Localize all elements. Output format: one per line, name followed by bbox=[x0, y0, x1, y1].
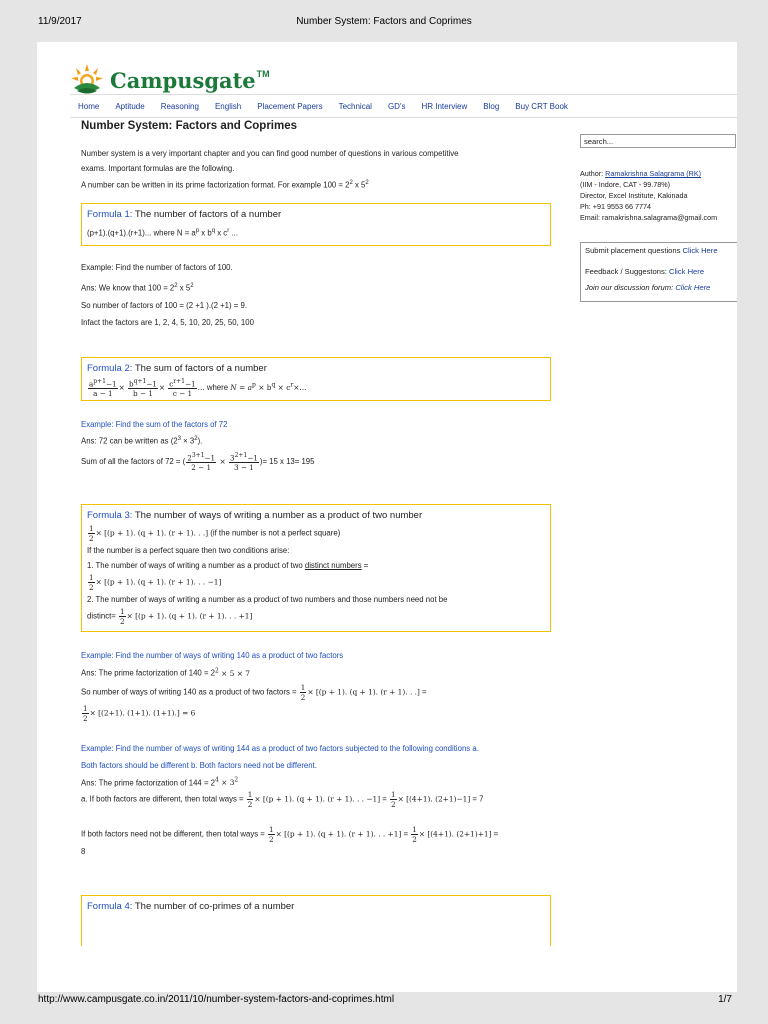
logo-text: Campusgate bbox=[110, 67, 256, 93]
formula-3-line-6: distinct= $\frac{1}{2}$ × [(p + 1). (q + 1). (r + 1). . . +1] bbox=[87, 607, 253, 627]
logo-trademark: TM bbox=[256, 69, 270, 79]
nav-home[interactable]: Home bbox=[78, 101, 100, 111]
example-4-answer-1: Ans: The prime factorization of $144 = 2^4 \times 3^2$ bbox=[81, 776, 239, 788]
example-2-answer-1: Ans: 72 can be written as $(2^3 \times 3^2)$. bbox=[81, 436, 203, 446]
author-email: Email: ramakrishna.salagrama@gmail.com bbox=[580, 213, 718, 222]
article bbox=[81, 120, 551, 946]
print-page-number: 1/7 bbox=[718, 994, 732, 1005]
example-1-answer-1: Ans: We know that $100 = 2^2$ x $5^2$ bbox=[81, 283, 194, 293]
formula-3-title: Formula 3: The number of ways of writing a number as a product of two number bbox=[87, 510, 423, 522]
author-title: Director, Excel Institute, Kakinada bbox=[580, 191, 688, 200]
formula-4-title: Formula 4: The number of co-primes of a number bbox=[87, 901, 295, 913]
nav-reasoning[interactable]: Reasoning bbox=[160, 101, 199, 111]
formula-1-expression: (p+1).(q+1).(r+1)... where $N = a^p$ x $b^q$ x $c^r$ ... bbox=[87, 227, 238, 238]
print-url: http://www.campusgate.co.in/2011/10/number-system-factors-and-coprimes.html bbox=[38, 994, 395, 1005]
author-info bbox=[580, 168, 717, 223]
example-3-answer-2: So number of ways of writing 140 as a product of two factors = $\frac{1}{2}$ × [(p + 1). (q + 1). (r + 1). . .] = bbox=[81, 682, 427, 702]
nav-blog[interactable]: Blog bbox=[483, 101, 500, 111]
web-page bbox=[37, 42, 737, 992]
nav-aptitude[interactable]: Aptitude bbox=[115, 101, 145, 111]
article-title: Number System: Factors and Coprimes bbox=[81, 120, 298, 132]
formula-1-title: Formula 1: The number of factors of a number bbox=[87, 208, 282, 220]
search-input[interactable]: search... bbox=[580, 134, 736, 148]
author-name-link[interactable]: Ramakrishna Salagrama (RK) bbox=[605, 169, 702, 178]
formula-1-box bbox=[81, 203, 551, 247]
intro-line-2: exams. Important formulas are the following. bbox=[81, 164, 235, 173]
author-credentials: (IIM - Indore, CAT - 99.78%) bbox=[580, 180, 671, 189]
example-1-answer-2: So number of factors of 100 = (2 +1 ).(2 +1) = 9. bbox=[81, 300, 247, 310]
formula-2-expression: $\frac{a^{p+1}-1}{a - 1}$ × $\frac{b^{q+1}-1}{b - 1}$ × $\frac{c^{r+1}-1}{c - 1}$ ... where $N = a^p \times b^q \times c^r\times$... bbox=[89, 377, 307, 399]
nav-buy-crt-book[interactable]: Buy CRT Book bbox=[515, 101, 568, 111]
print-header bbox=[0, 16, 768, 30]
example-4-question-2: Both factors should be different b. Both factors need not be different. bbox=[81, 760, 317, 770]
print-title: Number System: Factors and Coprimes bbox=[296, 16, 472, 27]
sidebar-links-box: Submit placement questions Click Here Feedback / Suggestons: Click Here Join our discussion forum: Click Here bbox=[580, 242, 737, 302]
formula-3-line-4: $\frac{1}{2}$ × [(p + 1). (q + 1). (r + 1). . . −1] bbox=[89, 573, 222, 593]
example-4-answer-3: If both factors need not be different, then total ways = $\frac{1}{2}$ × [(p + 1). (q + 1). (r + 1). . . +1] = $\frac{1}{2}$ × [(4+1). (2+1)+1] = bbox=[81, 825, 499, 845]
feedback-link[interactable]: Click Here bbox=[669, 267, 705, 276]
example-3-question: Example: Find the number of ways of writing 140 as a product of two factors bbox=[81, 651, 344, 661]
top-nav bbox=[70, 94, 737, 118]
intro-line-1: Number system is a very important chapter and you can find good number of questions in various competitive bbox=[81, 149, 459, 158]
nav-hr-interview[interactable]: HR Interview bbox=[421, 101, 468, 111]
example-4-question-1: Example: Find the number of ways of writing 144 as a product of two factors subjected to the following conditions a. bbox=[81, 743, 479, 753]
example-2-answer-2: Sum of all the factors of 72 = ( $\frac{2^{3+1}-1}{2 - 1}$ × $\frac{3^{2+1}-1}{3 - 1}$ )= 15 x 13= 195 bbox=[81, 451, 315, 473]
print-footer bbox=[0, 994, 768, 1008]
formula-3-line-2: If the number is a perfect square then two conditions arise: bbox=[87, 546, 290, 556]
formula-3-box bbox=[81, 504, 551, 632]
intro-line-3: A number can be written in its prime factorization format. For example $100 = 2^2$ x $5^2$ bbox=[81, 180, 369, 190]
author-phone: Ph: +91 9553 66 7774 bbox=[580, 202, 651, 211]
formula-3-line-1: $\frac{1}{2}$ × [(p + 1). (q + 1). (r + 1). . .] (if the number is not a perfect square) bbox=[89, 524, 341, 544]
nav-gds[interactable]: GD's bbox=[387, 101, 406, 111]
example-1-answer-3: Infact the factors are 1, 2, 4, 5, 10, 20, 25, 50, 100 bbox=[81, 317, 254, 327]
submit-questions-link[interactable]: Click Here bbox=[682, 246, 718, 255]
example-4-answer-4: 8 bbox=[81, 847, 86, 857]
campusgate-logo[interactable] bbox=[70, 62, 270, 98]
formula-2-title: Formula 2: The sum of factors of a number bbox=[87, 362, 267, 374]
formula-3-line-3: 1. The number of ways of writing a number as a product of two distinct numbers = bbox=[87, 561, 369, 571]
example-3-answer-1: Ans: The prime factorization of $140 = 2^2 \times 5 \times 7$ bbox=[81, 667, 251, 678]
sun-logo-icon bbox=[70, 63, 104, 97]
example-2-question: Example: Find the sum of the factors of 72 bbox=[81, 420, 228, 430]
example-3-answer-3: $\frac{1}{2}$ × [(2+1). (1+1). (1+1).] = 6 bbox=[83, 703, 196, 723]
formula-2-box bbox=[81, 357, 551, 401]
nav-technical[interactable]: Technical bbox=[338, 101, 372, 111]
formula-3-line-5: 2. The number of ways of writing a number as a product of two numbers and those numbers need not be bbox=[87, 595, 448, 605]
example-1-question: Example: Find the number of factors of 100. bbox=[81, 263, 233, 273]
example-4-answer-2: a. If both factors are different, then total ways = $\frac{1}{2}$ × [(p + 1). (q + 1). (r + 1). . . −1] = $\frac{1}{2}$ × [(4+1). (2+1)−1] = 7 bbox=[81, 790, 484, 810]
nav-english[interactable]: English bbox=[214, 101, 242, 111]
nav-placement-papers[interactable]: Placement Papers bbox=[257, 101, 323, 111]
forum-link[interactable]: Click Here bbox=[675, 283, 711, 292]
print-date: 11/9/2017 bbox=[38, 16, 82, 27]
author-label: Author: bbox=[580, 169, 606, 178]
formula-4-box bbox=[81, 895, 551, 946]
